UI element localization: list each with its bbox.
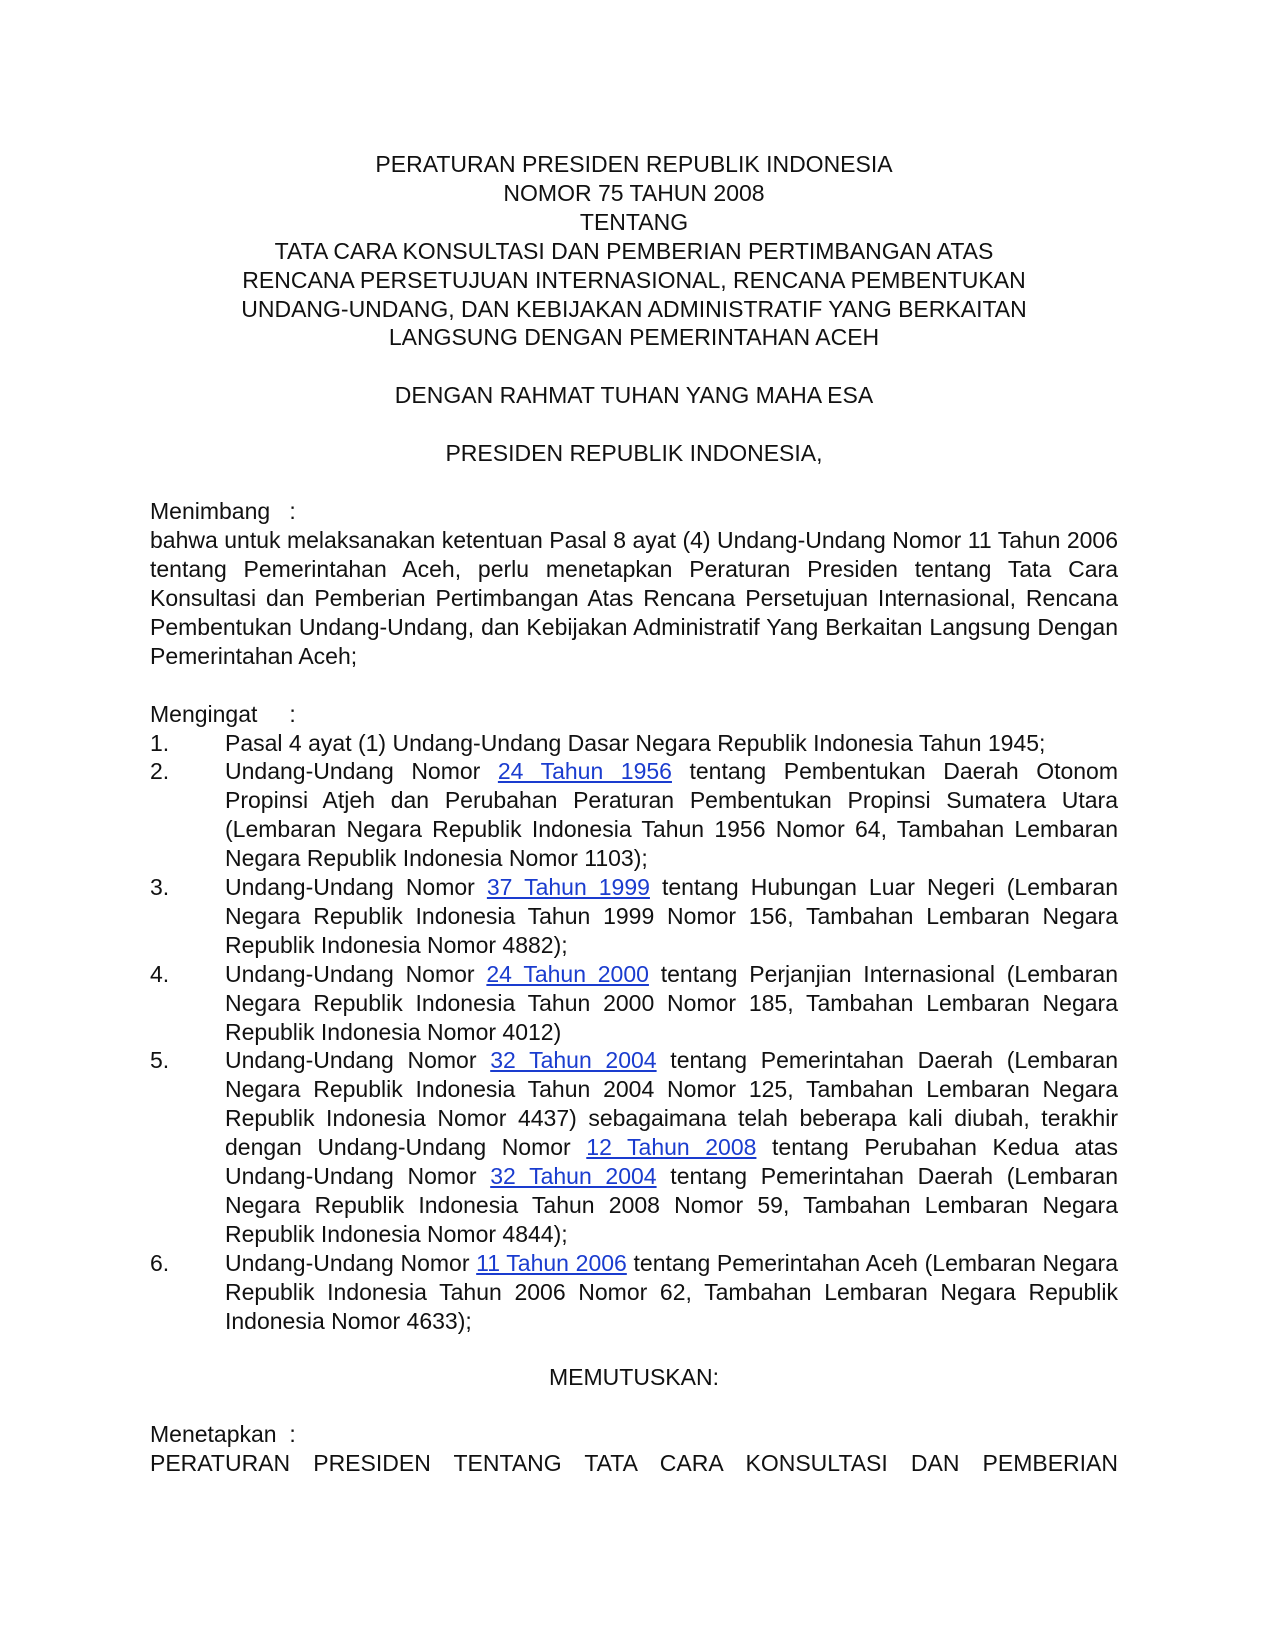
law-reference-link[interactable]: 32 Tahun 2004 (490, 1163, 657, 1190)
item-text: tentang Pembentukan Daerah Otonom Propinsi Atjeh dan Perubahan Peraturan Pembentukan Propinsi Sumatera Utara (Lembaran Negara Republik Indonesia Tahun 1956 Nomor 64, Tambahan Lembaran Negara Republik Indonesia Nomor 1103); (225, 758, 1119, 872)
menimbang-label: Menimbang : (150, 498, 296, 525)
item-text: Undang-Undang Nomor (225, 874, 487, 901)
law-reference-link[interactable]: 24 Tahun 1956 (497, 758, 672, 785)
law-reference-link[interactable]: 24 Tahun 2000 (486, 960, 649, 987)
header-line: LANGSUNG DENGAN PEMERINTAHAN ACEH (388, 324, 880, 351)
list-item (150, 873, 1118, 960)
memutuskan-heading: MEMUTUSKAN: (549, 1363, 719, 1390)
item-text: tentang Pemerintahan Daerah (Lembaran Negara Republik Indonesia Tahun 2004 Nomor 125, Tambahan Lembaran Negara Republik Indonesia Nomor 4437) sebagaimana telah beberapa kali diubah, terakhir dengan Undang-Undang Nomor (225, 1047, 1118, 1161)
header-line: TENTANG (579, 208, 689, 235)
law-reference-link[interactable]: 11 Tahun 2006 (476, 1249, 627, 1276)
item-text: Undang-Undang Nomor (225, 960, 487, 987)
header-line: UNDANG-UNDANG, DAN KEBIJAKAN ADMINISTRATIF YANG BERKAITAN (241, 295, 1027, 322)
item-text: tentang Perubahan Kedua atas Undang-Undang Nomor (225, 1134, 1118, 1190)
item-number: 3. (150, 874, 170, 901)
item-text: tentang Pemerintahan Daerah (Lembaran Negara Republik Indonesia Tahun 2008 Nomor 59, Tambahan Lembaran Negara Republik Indonesia Nomor 4844); (225, 1163, 1118, 1247)
item-number: 1. (150, 729, 170, 756)
header-line: PERATURAN PRESIDEN REPUBLIK INDONESIA (375, 151, 893, 177)
document-header (150, 150, 1118, 352)
item-text: tentang Hubungan Luar Negeri (Lembaran Negara Republik Indonesia Tahun 1999 Nomor 156, Tambahan Lembaran Negara Republik Indonesia Nomor 4882); (225, 874, 1118, 958)
mengingat-label: Mengingat : (150, 700, 296, 727)
item-text: tentang Pemerintahan Aceh (Lembaran Negara Republik Indonesia Tahun 2006 Nomor 62, Tambahan Lembaran Negara Republik Indonesia Nomor 4633); (225, 1249, 1118, 1334)
presiden-line: PRESIDEN REPUBLIK INDONESIA, (445, 440, 823, 467)
list-item (150, 729, 1118, 758)
menetapkan-label: Menetapkan : (150, 1421, 296, 1448)
item-text: Undang-Undang Nomor (225, 1249, 477, 1276)
law-reference-link[interactable]: 32 Tahun 2004 (490, 1047, 657, 1074)
list-item (150, 1046, 1118, 1248)
header-line: NOMOR 75 TAHUN 2008 (503, 179, 765, 206)
menimbang-text: bahwa untuk melaksanakan ketentuan Pasal 8 ayat (4) Undang-Undang Nomor 11 Tahun 2006 tentang Pemerintahan Aceh, perlu menetapkan Peraturan Presiden tentang Tata Cara Konsultasi dan Pemberian Pertimbangan Atas Rencana Persetujuan Internasional, Rencana Pembentukan Undang-Undang, dan Kebijakan Administratif Yang Berkaitan Langsung Dengan Pemerintahan Aceh; (150, 527, 1118, 669)
item-text: tentang Perjanjian Internasional (Lembaran Negara Republik Indonesia Tahun 2000 Nomor 185, Tambahan Lembaran Negara Republik Indonesia Nomor 4012) (225, 960, 1119, 1045)
header-line: RENCANA PERSETUJUAN INTERNASIONAL, RENCANA PEMBENTUKAN (242, 266, 1026, 293)
rahmat-line: DENGAN RAHMAT TUHAN YANG MAHA ESA (394, 382, 874, 409)
item-number: 5. (150, 1047, 170, 1074)
menetapkan-text: PERATURAN PRESIDEN TENTANG TATA CARA KONSULTASI DAN PEMBERIAN (150, 1450, 1118, 1477)
item-number: 6. (150, 1249, 170, 1276)
law-reference-link[interactable]: 37 Tahun 1999 (486, 874, 650, 901)
law-reference-link[interactable]: 12 Tahun 2008 (586, 1134, 757, 1161)
item-text: Pasal 4 ayat (1) Undang-Undang Dasar Negara Republik Indonesia Tahun 1945; (225, 729, 1046, 756)
document-page (150, 150, 1118, 1478)
list-item (150, 757, 1118, 873)
mengingat-list (150, 729, 1118, 1336)
item-text: Undang-Undang Nomor (225, 1047, 491, 1074)
item-text: Undang-Undang Nomor (225, 758, 498, 785)
list-item (150, 960, 1118, 1047)
list-item (150, 1249, 1118, 1336)
item-number: 2. (150, 758, 170, 785)
header-line: TATA CARA KONSULTASI DAN PEMBERIAN PERTIMBANGAN ATAS (274, 237, 994, 264)
item-number: 4. (150, 960, 170, 987)
